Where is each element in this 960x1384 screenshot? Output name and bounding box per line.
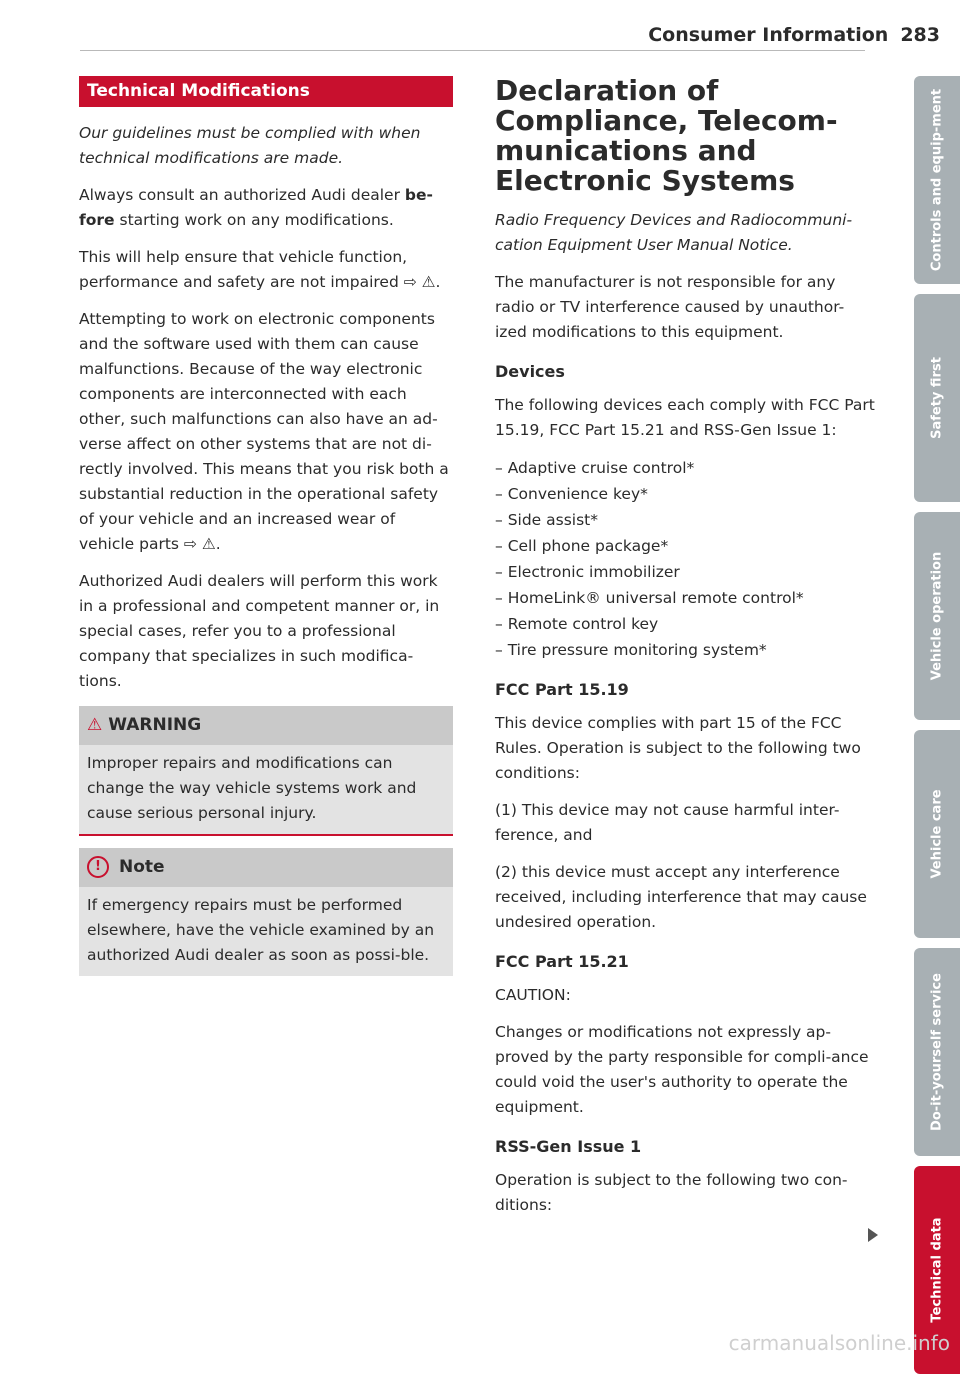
- paragraph-function: This will help ensure that vehicle function, performance and safety are not impaired ⇨ ⚠.: [79, 248, 441, 291]
- left-column: [79, 76, 453, 976]
- paragraph-dealer-bold: be-fore: [79, 186, 433, 229]
- condition-2: (2) this device must accept any interference received, including interference that may cause undesired operation.: [495, 863, 867, 931]
- paragraph-dealer-after: starting work on any modifications.: [114, 211, 394, 229]
- side-tab-operation[interactable]: [914, 512, 960, 720]
- fcc-1519-paragraph: This device complies with part 15 of the FCC Rules. Operation is subject to the following two conditions:: [495, 714, 861, 782]
- note-text: If emergency repairs must be performed elsewhere, have the vehicle examined by an authorized Audi dealer as soon as possi-ble.: [87, 896, 435, 964]
- section-title: Technical Modifications: [79, 76, 453, 107]
- declaration-subtitle: Radio Frequency Devices and Radiocommuni-cation Equipment User Manual Notice.: [495, 211, 853, 254]
- list-item: – Adaptive cruise control*: [495, 455, 875, 481]
- side-tab-label: Safety first: [929, 357, 945, 439]
- declaration-title: Declaration of Compliance, Telecom-munications and Electronic Systems: [495, 74, 838, 197]
- intro-text: Our guidelines must be complied with when technical modifications are made.: [79, 124, 421, 167]
- note-exclamation-icon: !: [87, 856, 109, 878]
- note-header: [79, 848, 453, 887]
- page-number: 283: [900, 24, 940, 46]
- note-body: [79, 887, 453, 976]
- warning-box: [79, 706, 453, 836]
- fcc-1519-heading: FCC Part 15.19: [495, 680, 629, 699]
- side-tab-care[interactable]: [914, 730, 960, 938]
- devices-heading: Devices: [495, 362, 565, 381]
- warning-title: WARNING: [108, 715, 202, 735]
- running-title: Consumer Information: [648, 24, 889, 46]
- side-tab-controls[interactable]: [914, 76, 960, 284]
- note-box: [79, 848, 453, 976]
- list-item: – Side assist*: [495, 507, 875, 533]
- warning-header: [79, 706, 453, 745]
- paragraph-dealer: [79, 183, 453, 233]
- warning-body: [79, 745, 453, 834]
- side-tab-label: Do-it-yourself service: [929, 973, 945, 1131]
- list-item: – Tire pressure monitoring system*: [495, 637, 875, 663]
- devices-list: [495, 455, 875, 663]
- continue-arrow-icon: [868, 1228, 878, 1242]
- side-tab-label: Vehicle operation: [929, 551, 945, 681]
- list-item: – Cell phone package*: [495, 533, 875, 559]
- list-item: – Convenience key*: [495, 481, 875, 507]
- side-tab-label: Technical data: [929, 1217, 945, 1323]
- caution-label: CAUTION:: [495, 986, 571, 1004]
- warning-triangle-icon: ⚠: [87, 715, 103, 735]
- rss-paragraph: Operation is subject to the following two con-ditions:: [495, 1171, 848, 1214]
- watermark: carmanualsonline.info: [728, 1331, 950, 1355]
- side-tab-label: Vehicle care: [929, 789, 945, 879]
- side-tabs: [914, 76, 960, 1384]
- running-header: [560, 24, 940, 46]
- paragraph-dealer-before: Always consult an authorized Audi dealer: [79, 186, 405, 204]
- right-column: [495, 76, 875, 1230]
- manufacturer-paragraph: The manufacturer is not responsible for any radio or TV interference caused by unauthor-ized modifications to this equipment.: [495, 273, 845, 341]
- devices-intro: The following devices each comply with FCC Part 15.19, FCC Part 15.21 and RSS-Gen Issue 1:: [495, 396, 875, 439]
- note-title: Note: [119, 857, 165, 877]
- fcc-1521-paragraph: Changes or modifications not expressly ap-proved by the party responsible for compli-ance could void the user's authority to operate the equipment.: [495, 1023, 869, 1116]
- rss-heading: RSS-Gen Issue 1: [495, 1137, 642, 1156]
- side-tab-label: Controls and equip-ment: [929, 88, 945, 272]
- paragraph-electronics: Attempting to work on electronic components and the software used with them can cause malfunctions. Because of the way electronic components are interconnected with each other, such malfunctions can also have an ad-verse affect on other systems that are not di-rectly involved. This means that you risk both a substantial reduction in the operational safety of your vehicle and an increased wear of vehicle parts ⇨ ⚠.: [79, 310, 449, 553]
- warning-text: Improper repairs and modifications can change the way vehicle systems work and cause serious personal injury.: [87, 754, 417, 822]
- condition-1: (1) This device may not cause harmful inter-ference, and: [495, 801, 840, 844]
- paragraph-dealers: Authorized Audi dealers will perform this work in a professional and competent manner or, in special cases, refer you to a professional company that specializes in such modifica-tions.: [79, 572, 440, 690]
- fcc-1521-heading: FCC Part 15.21: [495, 952, 629, 971]
- side-tab-safety[interactable]: [914, 294, 960, 502]
- header-rule: [80, 50, 865, 51]
- side-tab-diy[interactable]: [914, 948, 960, 1156]
- list-item: – HomeLink® universal remote control*: [495, 585, 875, 611]
- list-item: – Electronic immobilizer: [495, 559, 875, 585]
- list-item: – Remote control key: [495, 611, 875, 637]
